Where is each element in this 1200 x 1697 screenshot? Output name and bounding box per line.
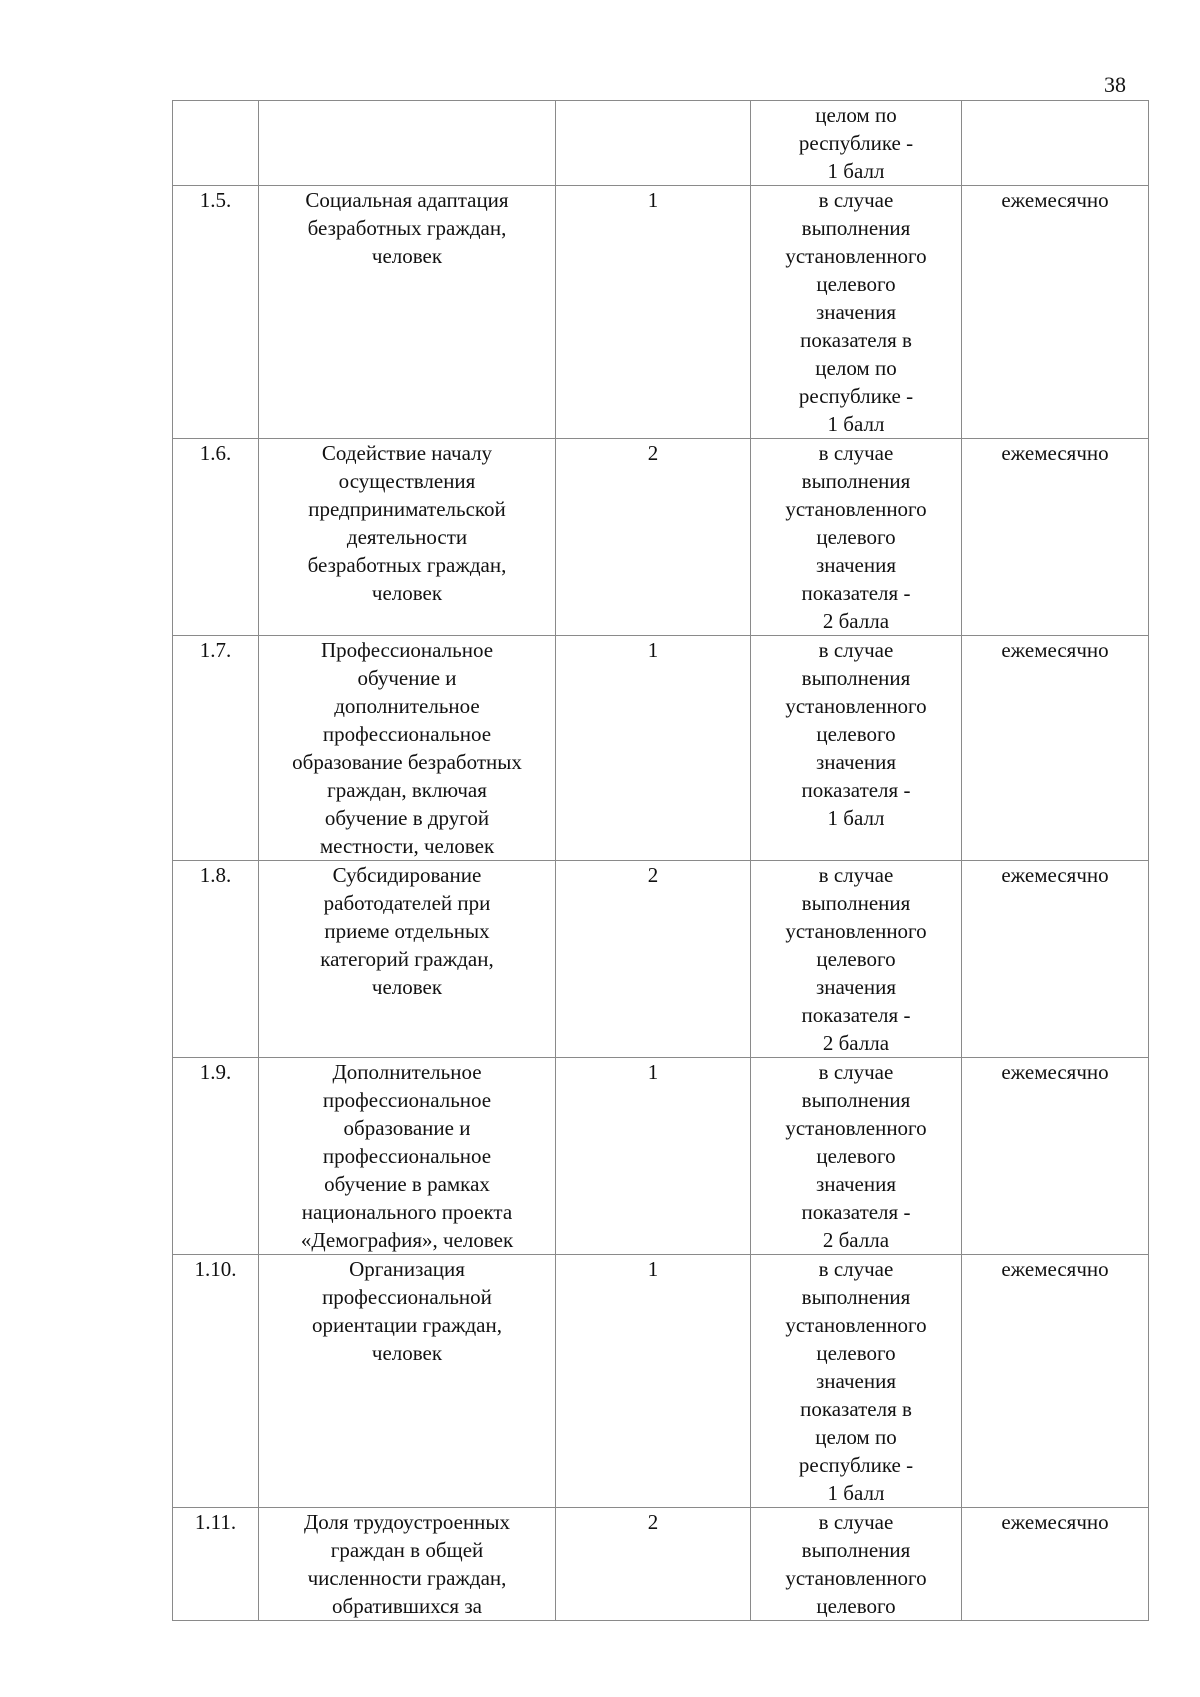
- indicator-name: Дополнительное профессиональное образование и профессиональное обучение в рамках национального проекта «Демография», человек: [259, 1058, 556, 1255]
- score-condition: в случае выполнения установленного целевого значения показателя в целом по республике - 1 балл: [751, 1255, 962, 1508]
- row-number: [173, 101, 259, 186]
- frequency: ежемесячно: [962, 1508, 1149, 1621]
- indicator-name: Профессиональное обучение и дополнительное профессиональное образование безработных граждан, включая обучение в другой местности, человек: [259, 636, 556, 861]
- score-value: 1: [556, 636, 751, 861]
- table-row: [173, 186, 1149, 439]
- row-number: 1.10.: [173, 1255, 259, 1508]
- score-condition: в случае выполнения установленного целевого значения показателя - 2 балла: [751, 1058, 962, 1255]
- frequency: ежемесячно: [962, 439, 1149, 636]
- row-number: 1.6.: [173, 439, 259, 636]
- score-condition: в случае выполнения установленного целевого: [751, 1508, 962, 1621]
- table-row: [173, 1058, 1149, 1255]
- criteria-table: [172, 100, 1149, 1621]
- table-row: [173, 439, 1149, 636]
- score-condition: целом по республике - 1 балл: [751, 101, 962, 186]
- table-row: [173, 101, 1149, 186]
- row-number: 1.5.: [173, 186, 259, 439]
- row-number: 1.11.: [173, 1508, 259, 1621]
- indicator-name: Субсидирование работодателей при приеме отдельных категорий граждан, человек: [259, 861, 556, 1058]
- frequency: ежемесячно: [962, 1058, 1149, 1255]
- score-value: [556, 101, 751, 186]
- score-value: 2: [556, 439, 751, 636]
- frequency: ежемесячно: [962, 1255, 1149, 1508]
- score-value: 1: [556, 1058, 751, 1255]
- row-number: 1.9.: [173, 1058, 259, 1255]
- frequency: ежемесячно: [962, 186, 1149, 439]
- indicator-name: Доля трудоустроенных граждан в общей численности граждан, обратившихся за: [259, 1508, 556, 1621]
- page-number: 38: [1104, 72, 1126, 97]
- indicator-name: Социальная адаптация безработных граждан, человек: [259, 186, 556, 439]
- table-row: [173, 636, 1149, 861]
- table-row: [173, 1255, 1149, 1508]
- frequency: [962, 101, 1149, 186]
- frequency: ежемесячно: [962, 861, 1149, 1058]
- score-condition: в случае выполнения установленного целевого значения показателя - 1 балл: [751, 636, 962, 861]
- score-value: 1: [556, 1255, 751, 1508]
- table-row: [173, 861, 1149, 1058]
- row-number: 1.8.: [173, 861, 259, 1058]
- score-condition: в случае выполнения установленного целевого значения показателя - 2 балла: [751, 439, 962, 636]
- indicator-name: [259, 101, 556, 186]
- row-number: 1.7.: [173, 636, 259, 861]
- indicator-name: Организация профессиональной ориентации граждан, человек: [259, 1255, 556, 1508]
- score-condition: в случае выполнения установленного целевого значения показателя в целом по республике - 1 балл: [751, 186, 962, 439]
- score-value: 2: [556, 861, 751, 1058]
- frequency: ежемесячно: [962, 636, 1149, 861]
- indicator-name: Содействие началу осуществления предпринимательской деятельности безработных граждан, человек: [259, 439, 556, 636]
- score-value: 2: [556, 1508, 751, 1621]
- table-row: [173, 1508, 1149, 1621]
- score-condition: в случае выполнения установленного целевого значения показателя - 2 балла: [751, 861, 962, 1058]
- score-value: 1: [556, 186, 751, 439]
